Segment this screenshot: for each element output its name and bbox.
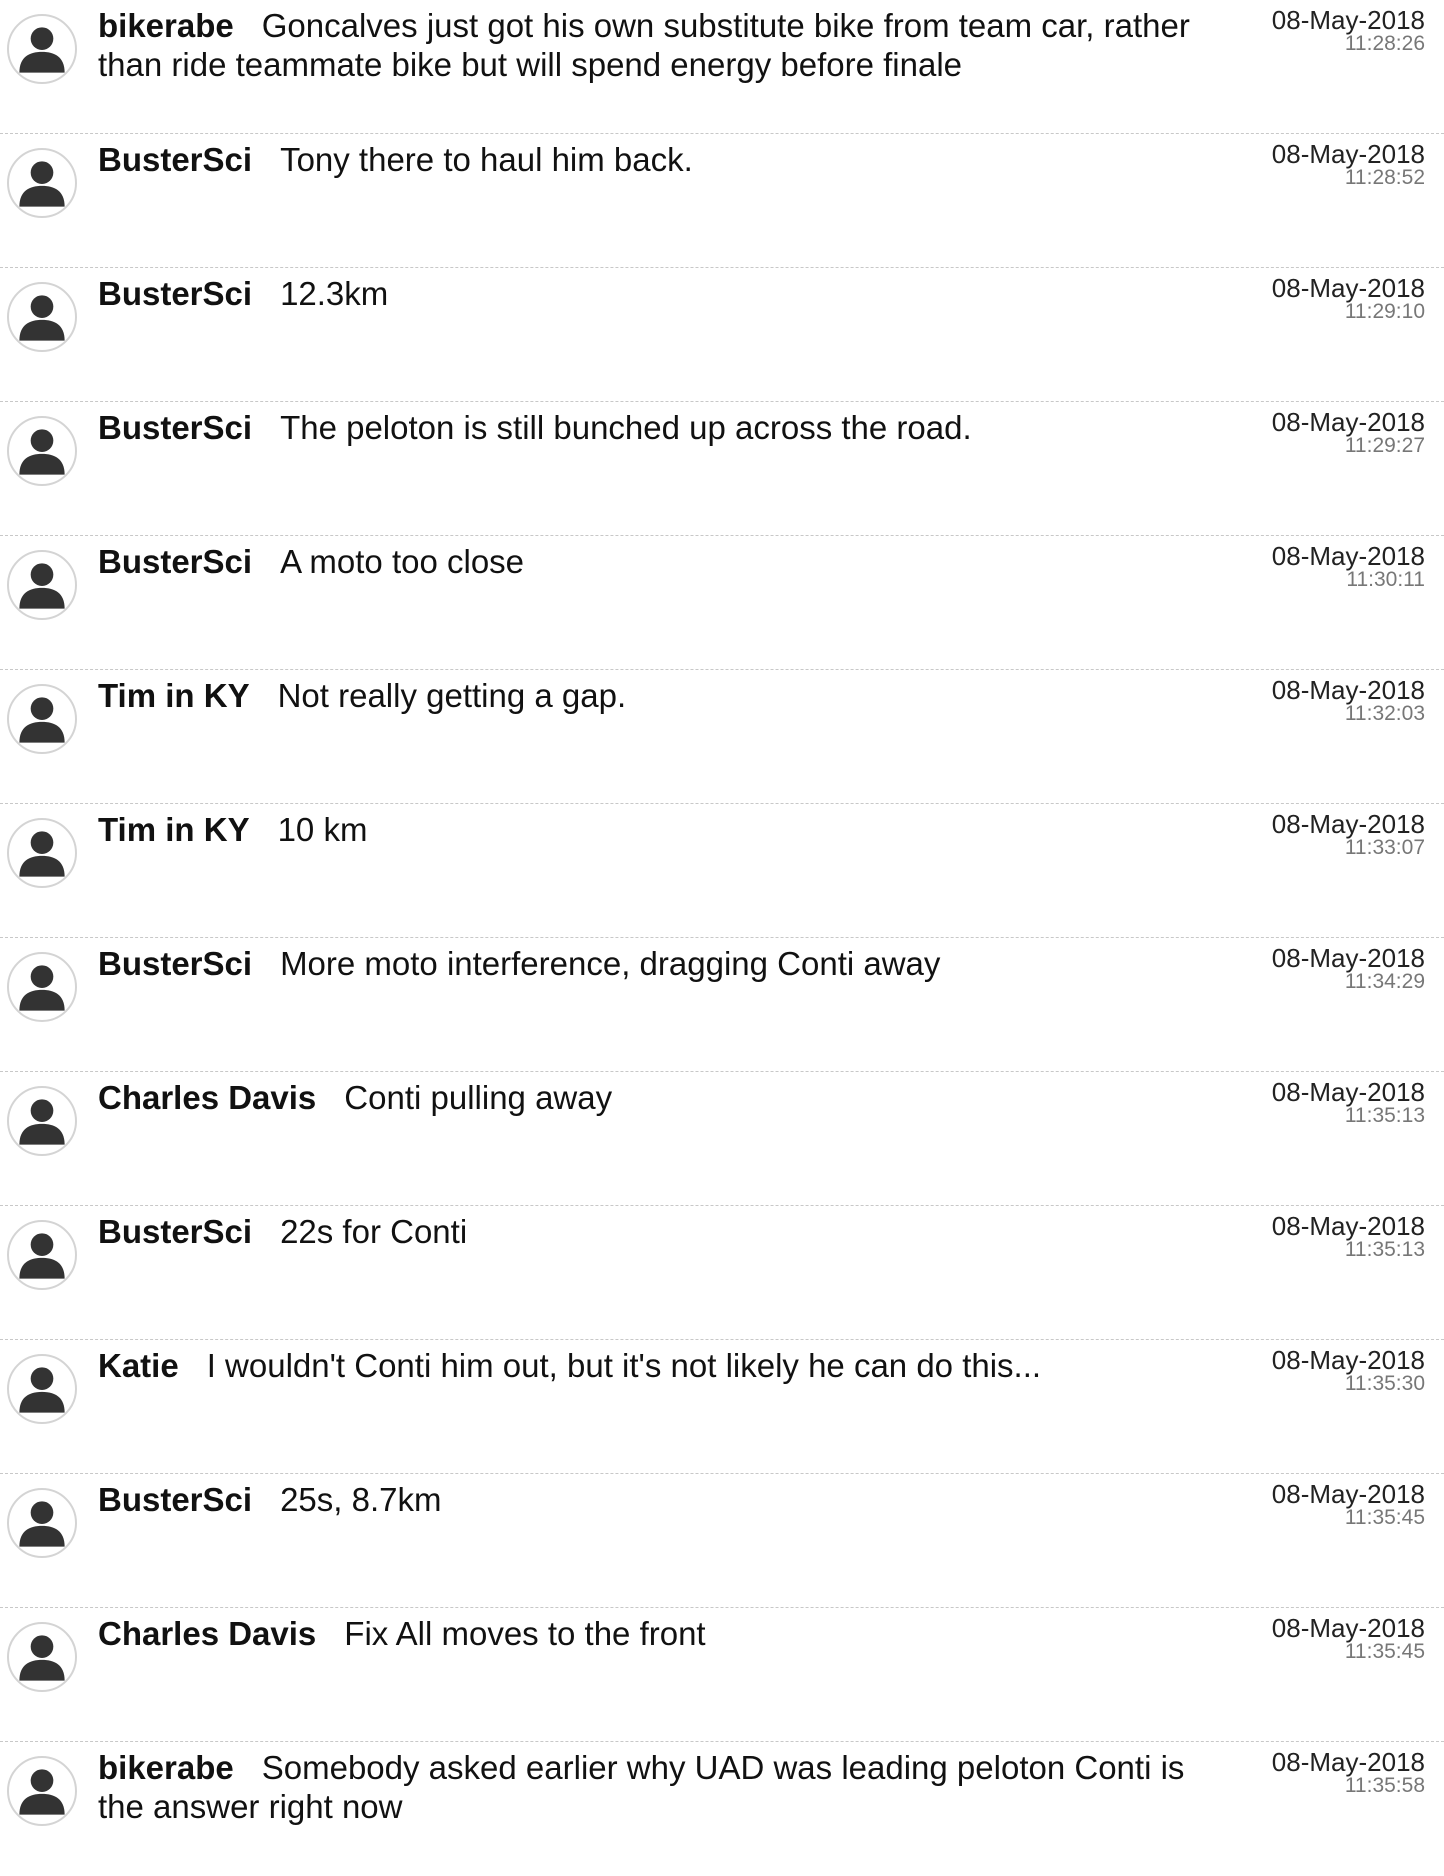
message-body bbox=[98, 810, 1238, 849]
user-avatar-icon[interactable] bbox=[7, 14, 77, 84]
user-avatar-icon[interactable] bbox=[7, 684, 77, 754]
message-time: 11:35:58 bbox=[1344, 1774, 1425, 1797]
message-author[interactable]: BusterSci bbox=[98, 1213, 253, 1250]
message-time: 11:35:13 bbox=[1344, 1238, 1425, 1261]
message-author[interactable]: bikerabe bbox=[98, 7, 234, 44]
message-timestamp bbox=[1272, 1212, 1425, 1260]
message-text: 10 km bbox=[277, 811, 368, 848]
message-date: 08-May-2018 bbox=[1271, 809, 1425, 839]
message-timestamp bbox=[1272, 1346, 1425, 1394]
message-time: 11:35:45 bbox=[1344, 1640, 1425, 1663]
message-body bbox=[98, 1078, 1238, 1117]
user-avatar-icon[interactable] bbox=[7, 1220, 77, 1290]
message-date: 08-May-2018 bbox=[1271, 1479, 1425, 1509]
chat-message bbox=[0, 134, 1444, 268]
message-text: I wouldn't Conti him out, but it's not likely he can do this... bbox=[206, 1347, 1042, 1384]
message-body bbox=[98, 1614, 1238, 1653]
user-avatar-icon[interactable] bbox=[7, 952, 77, 1022]
message-date: 08-May-2018 bbox=[1271, 1345, 1425, 1375]
user-avatar-icon[interactable] bbox=[7, 550, 77, 620]
message-timestamp bbox=[1272, 140, 1425, 188]
user-avatar-icon[interactable] bbox=[7, 1756, 77, 1826]
chat-message bbox=[0, 1206, 1444, 1340]
message-timestamp bbox=[1272, 408, 1425, 456]
message-date: 08-May-2018 bbox=[1271, 1211, 1425, 1241]
message-date: 08-May-2018 bbox=[1271, 139, 1425, 169]
message-text: 25s, 8.7km bbox=[280, 1481, 442, 1518]
message-time: 11:35:13 bbox=[1344, 1104, 1425, 1127]
message-body bbox=[98, 274, 1238, 313]
message-date: 08-May-2018 bbox=[1271, 675, 1425, 705]
message-date: 08-May-2018 bbox=[1271, 407, 1425, 437]
message-body bbox=[98, 1346, 1238, 1385]
chat-message bbox=[0, 536, 1444, 670]
message-time: 11:32:03 bbox=[1344, 702, 1425, 725]
chat-message bbox=[0, 804, 1444, 938]
message-timestamp bbox=[1272, 1748, 1425, 1796]
message-body bbox=[98, 6, 1238, 84]
message-time: 11:35:30 bbox=[1344, 1372, 1425, 1395]
chat-message bbox=[0, 670, 1444, 804]
message-date: 08-May-2018 bbox=[1271, 1077, 1425, 1107]
message-time: 11:29:27 bbox=[1344, 434, 1425, 457]
message-timestamp bbox=[1272, 542, 1425, 590]
user-avatar-icon[interactable] bbox=[7, 1622, 77, 1692]
message-author[interactable]: Katie bbox=[98, 1347, 179, 1384]
message-body bbox=[98, 676, 1238, 715]
message-author[interactable]: bikerabe bbox=[98, 1749, 234, 1786]
user-avatar-icon[interactable] bbox=[7, 1086, 77, 1156]
message-text: More moto interference, dragging Conti away bbox=[280, 945, 941, 982]
message-timestamp bbox=[1272, 676, 1425, 724]
message-time: 11:28:52 bbox=[1344, 166, 1425, 189]
message-text: Conti pulling away bbox=[344, 1079, 613, 1116]
message-text: The peloton is still bunched up across the road. bbox=[280, 409, 972, 446]
chat-message bbox=[0, 1340, 1444, 1474]
message-text: Goncalves just got his own substitute bike from team car, rather than ride teammate bike but will spend energy before finale bbox=[98, 7, 1190, 83]
chat-message bbox=[0, 402, 1444, 536]
message-date: 08-May-2018 bbox=[1271, 1747, 1425, 1777]
chat-message bbox=[0, 1742, 1444, 1876]
message-time: 11:30:11 bbox=[1346, 568, 1425, 591]
message-timestamp bbox=[1272, 810, 1425, 858]
message-time: 11:29:10 bbox=[1344, 300, 1425, 323]
message-text: Tony there to haul him back. bbox=[280, 141, 693, 178]
message-body bbox=[98, 944, 1238, 983]
message-text: Fix All moves to the front bbox=[344, 1615, 706, 1652]
chat-message bbox=[0, 1608, 1444, 1742]
message-date: 08-May-2018 bbox=[1271, 943, 1425, 973]
message-author[interactable]: Tim in KY bbox=[98, 811, 250, 848]
message-timestamp bbox=[1272, 1078, 1425, 1126]
user-avatar-icon[interactable] bbox=[7, 1354, 77, 1424]
user-avatar-icon[interactable] bbox=[7, 416, 77, 486]
message-text: 12.3km bbox=[280, 275, 389, 312]
user-avatar-icon[interactable] bbox=[7, 1488, 77, 1558]
message-author[interactable]: Tim in KY bbox=[98, 677, 250, 714]
message-author[interactable]: BusterSci bbox=[98, 141, 253, 178]
user-avatar-icon[interactable] bbox=[7, 282, 77, 352]
message-author[interactable]: BusterSci bbox=[98, 543, 253, 580]
message-author[interactable]: Charles Davis bbox=[98, 1079, 317, 1116]
message-timestamp bbox=[1272, 1480, 1425, 1528]
message-author[interactable]: BusterSci bbox=[98, 1481, 253, 1518]
message-author[interactable]: BusterSci bbox=[98, 945, 253, 982]
message-text: Somebody asked earlier why UAD was leading peloton Conti is the answer right now bbox=[98, 1749, 1185, 1825]
message-date: 08-May-2018 bbox=[1271, 5, 1425, 35]
message-time: 11:33:07 bbox=[1344, 836, 1425, 859]
message-timestamp bbox=[1272, 274, 1425, 322]
chat-message bbox=[0, 1474, 1444, 1608]
message-body bbox=[98, 1212, 1238, 1251]
user-avatar-icon[interactable] bbox=[7, 148, 77, 218]
message-date: 08-May-2018 bbox=[1271, 273, 1425, 303]
chat-message bbox=[0, 0, 1444, 134]
message-body bbox=[98, 542, 1238, 581]
message-author[interactable]: Charles Davis bbox=[98, 1615, 317, 1652]
message-timestamp bbox=[1272, 1614, 1425, 1662]
message-body bbox=[98, 1480, 1238, 1519]
message-timestamp bbox=[1272, 944, 1425, 992]
chat-message bbox=[0, 268, 1444, 402]
message-body bbox=[98, 140, 1238, 179]
message-text: Not really getting a gap. bbox=[277, 677, 627, 714]
message-timestamp bbox=[1272, 6, 1425, 54]
message-time: 11:35:45 bbox=[1344, 1506, 1425, 1529]
chat-message bbox=[0, 938, 1444, 1072]
chat-message bbox=[0, 1072, 1444, 1206]
message-time: 11:28:26 bbox=[1344, 32, 1425, 55]
message-date: 08-May-2018 bbox=[1271, 541, 1425, 571]
message-date: 08-May-2018 bbox=[1271, 1613, 1425, 1643]
message-text: A moto too close bbox=[280, 543, 525, 580]
user-avatar-icon[interactable] bbox=[7, 818, 77, 888]
message-time: 11:34:29 bbox=[1344, 970, 1425, 993]
message-author[interactable]: BusterSci bbox=[98, 275, 253, 312]
message-text: 22s for Conti bbox=[280, 1213, 468, 1250]
message-body bbox=[98, 408, 1238, 447]
message-body bbox=[98, 1748, 1238, 1826]
message-author[interactable]: BusterSci bbox=[98, 409, 253, 446]
